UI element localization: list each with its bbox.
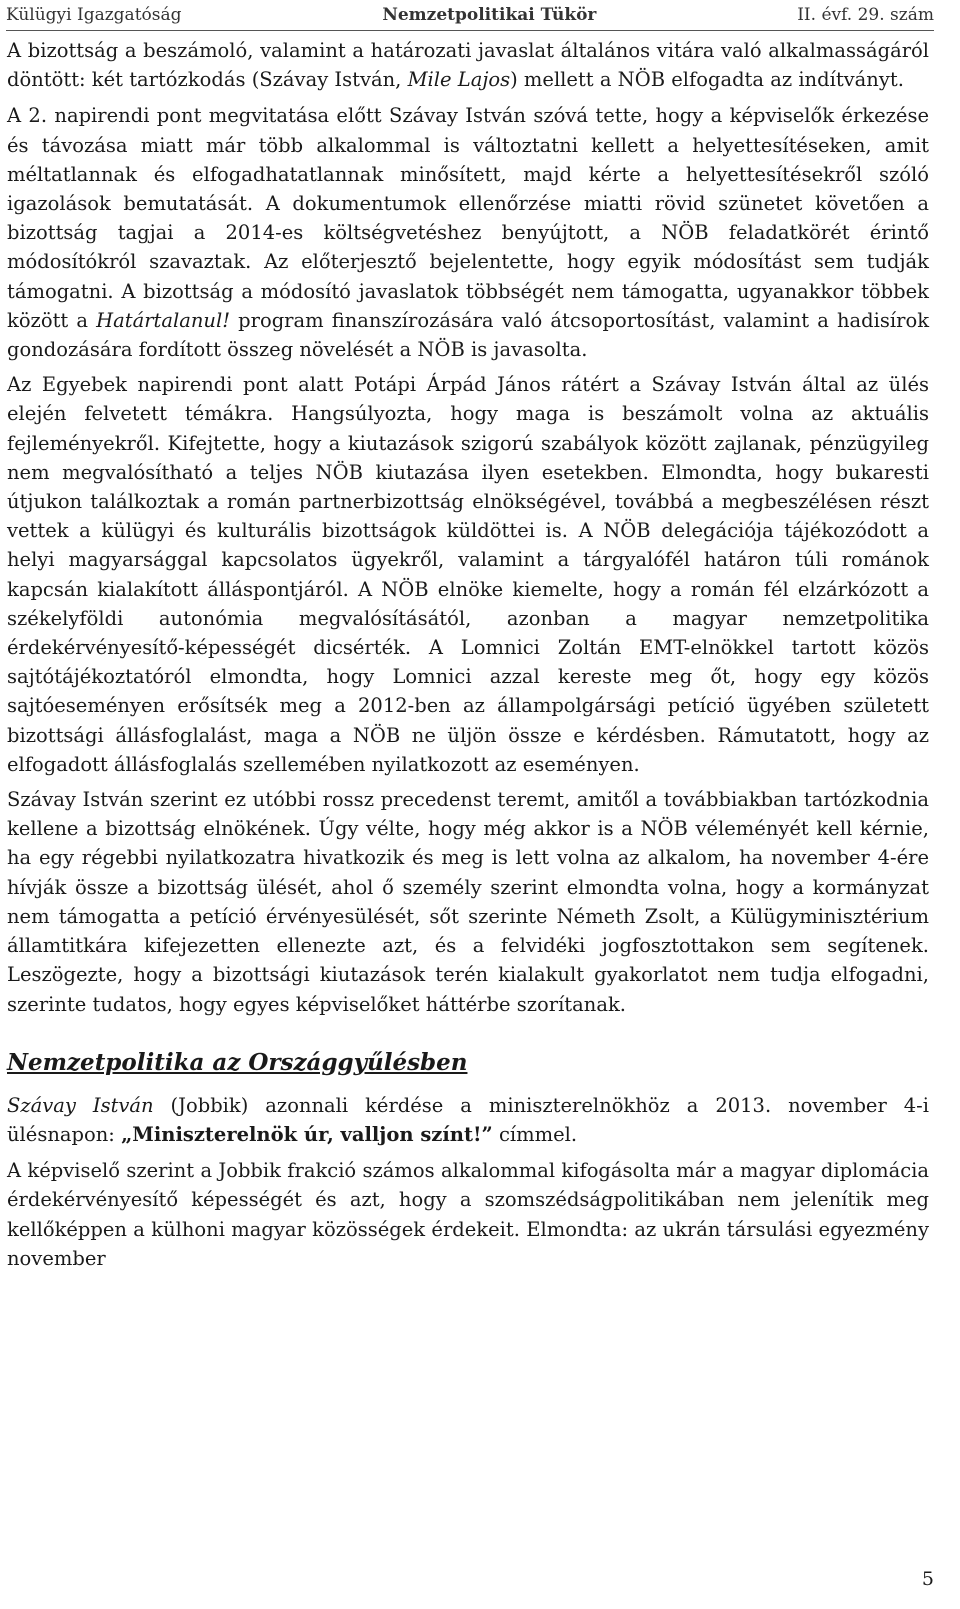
- paragraph-4: Szávay István szerint ez utóbbi rossz precedenst teremt, amitől a továbbiakban tartózkodnia kellene a bizottság elnökének. Úgy vélte, hogy még akkor is a NÖB véleményét kell kérnie, ha egy régebbi nyilatkozatra hivatkozik és meg is lett volna az alkalom, ha november 4-ére hívják össze a bizottság ülését, ahol ő személy szerint elmondta volna, hogy a kormányzat nem támogatta a petíció érvényesülését, sőt szerinte Németh Zsolt, a Külügyminisztérium államtitkára kifejezetten ellenezte azt, és a felvidéki jogfosztottakon sem segítenek. Leszögezte, hogy a bizottsági kiutazások terén kialakult gyakorlatot nem tudja elfogadni, szerinte tudatos, hogy egyes képviselőket háttérbe szorítanak.: [7, 788, 929, 1016]
- header-right: II. évf. 29. szám: [797, 5, 934, 25]
- document-body: [7, 36, 929, 1280]
- header-left: Külügyi Igazgatóság: [6, 5, 182, 25]
- paragraph-3: Az Egyebek napirendi pont alatt Potápi Árpád János rátért a Szávay István által az ülés elején felvetett témákra. Hangsúlyozta, hogy maga is beszámolt volna az aktuális fejleményekről. Kifejtette, hogy a kiutazások szigorú szabályok között zajlanak, pénzügyileg nem megvalósítható a teljes NÖB kiutazása ilyen esetekben. Elmondta, hogy bukaresti útjukon találkoztak a román partnerbizottság elnökségével, továbbá a megbeszélésen részt vettek a külügyi és kulturális bizottságok küldöttei is. A NÖB delegációja tájékozódott a helyi magyarsággal kapcsolatos ügyekről, valamint a tárgyalófél határon túli románok kapcsán kialakított álláspontjáról. A NÖB elnöke kiemelte, hogy a román fél elzárkózott a székelyföldi autonómia megvalósításától, azonban a magyar nemzetpolitika érdekérvényesítő-képességét dicsérték. A Lomnici Zoltán EMT-elnökkel tartott közös sajtótájékoztatóról elmondta, hogy Lomnici azzal kereste meg őt, hogy egy közös sajtóeseményen erősítsék meg a 2012-ben az állampolgársági petíció ügyében született bizottsági állásfoglalást, maga a NÖB ne üljön össze e kérdésben. Rámutatott, hogy az elfogadott állásfoglalás szellemében nyilatkozott az eseményen.: [7, 373, 929, 776]
- header-center: Nemzetpolitikai Tükör: [382, 5, 597, 25]
- paragraph-1: [7, 36, 929, 94]
- paragraph-5-text-a: (Jobbik) azonnali kérdése a miniszterelnökhöz a 2013. november 4-i ülésnapon:: [7, 1093, 929, 1146]
- paragraph-5: [7, 1091, 929, 1149]
- page-number: 5: [921, 1568, 934, 1590]
- paragraph-2-text-a: A 2. napirendi pont megvitatása előtt Szávay István szóvá tette, hogy a képviselők érkezése és távozása miatt már több alkalommal is változtatni kellett a helyettesítéseken, amit méltatlannak és elfogadhatatlannak minősített, majd kérte a helyettesítésekről szóló igazolások bemutatását. A dokumentumok ellenőrzése miatti rövid szünetet követően a bizottság tagjai a 2014-es költségvetéshez benyújtott, a NÖB feladatkörét érintő módosítókról szavaztak. Az előterjesztő bejelentette, hogy egyik módosítást sem tudják támogatni. A bizottság a módosító javaslatok többségét nem támogatta, ugyanakkor többek között a: [7, 104, 929, 332]
- paragraph-2-text-b: program finanszírozására való átcsoportosítást, valamint a hadisírok gondozására fordított összeg növelését a NÖB is javasolta.: [7, 308, 930, 362]
- paragraph-1-italic: Mile Lajos: [407, 68, 511, 92]
- paragraph-2: [7, 101, 929, 364]
- paragraph-1-text-b: ) mellett a NÖB elfogadta az indítványt.: [510, 68, 904, 92]
- paragraph-1-text-a: A bizottság a beszámoló, valamint a határozati javaslat általános vitára való alkalmasságáról döntött: két tartózkodás (Szávay István,: [7, 39, 929, 92]
- paragraph-5-text-b: címmel.: [492, 1122, 578, 1146]
- running-header: [6, 0, 934, 31]
- section-heading: Nemzetpolitika az Országgyűlésben: [7, 1048, 468, 1076]
- paragraph-6: A képviselő szerint a Jobbik frakció számos alkalommal kifogásolta már a magyar diplomácia érdekérvényesítő képességét és azt, hogy a szomszédságpolitikában nem jelenítik meg kellőképpen a külhoni magyar közösségek érdekeit. Elmondta: az ukrán társulási egyezmény november: [7, 1159, 929, 1270]
- paragraph-5-italic: Szávay István: [7, 1093, 154, 1117]
- paragraph-2-italic: Határtalanul!: [96, 308, 231, 332]
- paragraph-5-bold-title: „Miniszterelnök úr, valljon színt!”: [121, 1122, 493, 1146]
